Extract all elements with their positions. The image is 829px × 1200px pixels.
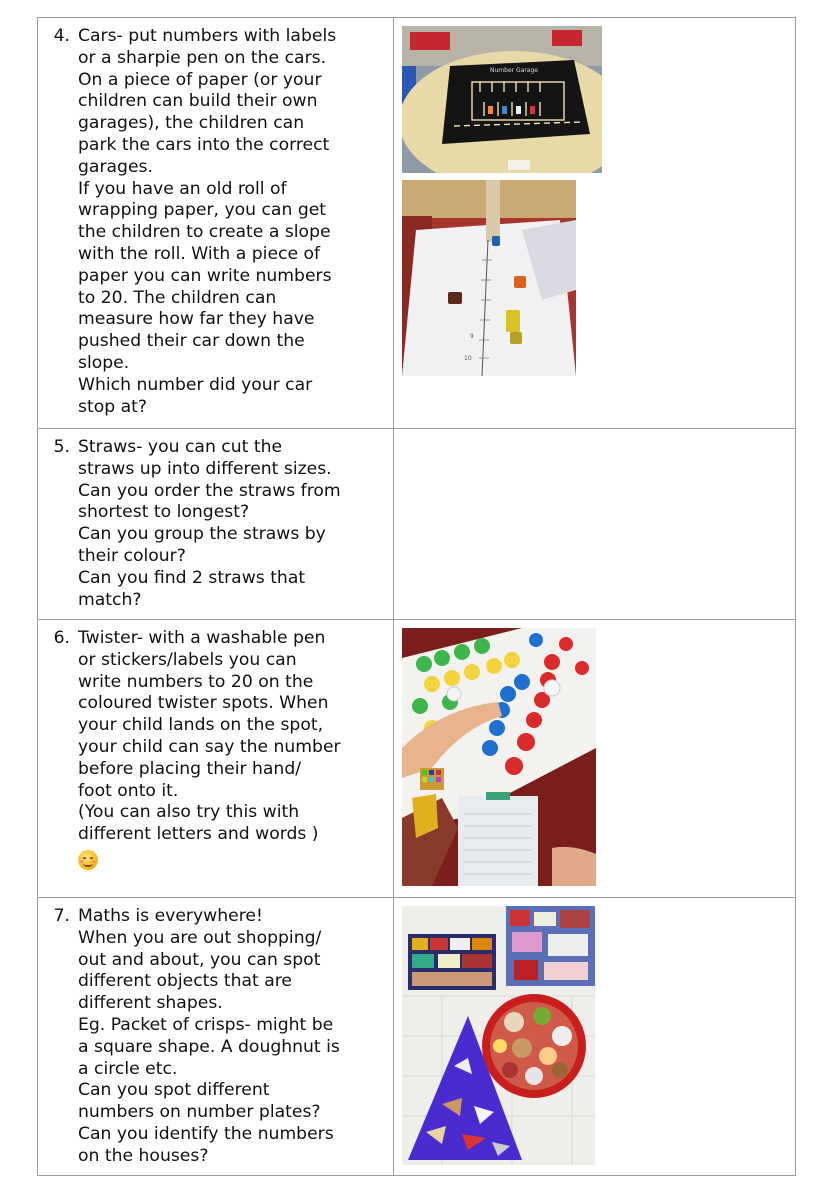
item-text: [78, 26, 388, 418]
text-line: (You can also try this with: [78, 802, 300, 823]
item-number: 4.: [53, 26, 70, 46]
table-row-7: [38, 898, 795, 1175]
activity-item-6: [53, 628, 388, 877]
text-line: children can build their own: [78, 91, 318, 112]
text-line: If you have an old roll of: [78, 178, 287, 199]
text-line: their colour?: [78, 545, 186, 566]
text-line: measure how far they have: [78, 309, 315, 330]
text-line: Can you group the straws by: [78, 524, 326, 545]
text-line: Eg. Packet of crisps- might be: [78, 1014, 334, 1035]
text-line: slope.: [78, 352, 130, 373]
text-line: garages), the children can: [78, 113, 305, 134]
shape-collage-photo: [402, 906, 595, 1165]
item-number: 6.: [53, 628, 70, 648]
text-line: different letters and words ): [78, 824, 319, 845]
text-line: on the houses?: [78, 1145, 209, 1166]
text-line: numbers on number plates?: [78, 1102, 321, 1123]
text-line: or stickers/labels you can: [78, 649, 297, 670]
item-number: 7.: [53, 906, 70, 926]
text-line: to 20. The children can: [78, 287, 277, 308]
text-line: Maths is everywhere!: [78, 906, 263, 926]
car-garage-mat-photo: [402, 26, 602, 173]
text-line: coloured twister spots. When: [78, 693, 329, 714]
column-divider: [393, 620, 394, 897]
text-line: a square shape. A doughnut is: [78, 1036, 340, 1057]
slope-number-9: 9: [470, 333, 474, 340]
text-line: paper you can write numbers: [78, 265, 332, 286]
column-divider: [393, 898, 394, 1175]
table-row-4: [38, 18, 795, 429]
text-line: shortest to longest?: [78, 502, 250, 523]
text-line: Twister- with a washable pen: [78, 628, 326, 648]
text-line: pushed their car down the: [78, 331, 305, 352]
column-divider: [393, 429, 394, 619]
text-line: Cars- put numbers with labels: [78, 26, 337, 46]
text-line: stop at?: [78, 396, 147, 417]
text-line: Which number did your car: [78, 374, 313, 395]
text-line: with the roll. With a piece of: [78, 243, 321, 264]
text-line: Can you find 2 straws that: [78, 567, 306, 588]
text-line: your child can say the number: [78, 736, 341, 757]
activity-item-7: [53, 906, 388, 1168]
text-line: straws up into different sizes.: [78, 458, 332, 479]
column-divider: [393, 18, 394, 428]
text-line: wrapping paper, you can get: [78, 200, 327, 221]
text-line: before placing their hand/: [78, 758, 302, 779]
text-line: out and about, you can spot: [78, 949, 321, 970]
text-line: When you are out shopping/: [78, 927, 322, 948]
item-number: 5.: [53, 437, 70, 457]
text-line: Straws- you can cut the: [78, 437, 283, 457]
text-line: Can you spot different: [78, 1080, 270, 1101]
garage-mat-title: Number Garage: [490, 67, 538, 74]
text-line: garages.: [78, 156, 153, 177]
table-row-6: [38, 620, 795, 898]
twister-mat-photo: [402, 628, 596, 886]
text-line: Can you identify the numbers: [78, 1123, 334, 1144]
text-line: different shapes.: [78, 993, 223, 1014]
car-slope-ruler-photo: [402, 180, 576, 376]
text-line: Can you order the straws from: [78, 480, 341, 501]
text-line: a circle etc.: [78, 1058, 178, 1079]
smiling-face-emoji: [78, 850, 98, 870]
text-line: the children to create a slope: [78, 222, 331, 243]
activity-item-5: [53, 437, 388, 611]
item-text: [78, 906, 388, 1168]
slope-number-10: 10: [464, 355, 472, 362]
text-line: park the cars into the correct: [78, 134, 330, 155]
text-line: On a piece of paper (or your: [78, 69, 322, 90]
item-text: [78, 437, 388, 611]
item-text: [78, 628, 388, 877]
text-line: different objects that are: [78, 971, 293, 992]
text-line: match?: [78, 589, 142, 610]
table-row-5: [38, 429, 795, 620]
activity-table: [37, 17, 796, 1176]
text-line: foot onto it.: [78, 780, 179, 801]
activity-item-4: [53, 26, 388, 418]
text-line: or a sharpie pen on the cars.: [78, 47, 327, 68]
text-line: your child lands on the spot,: [78, 715, 324, 736]
text-line: write numbers to 20 on the: [78, 671, 314, 692]
